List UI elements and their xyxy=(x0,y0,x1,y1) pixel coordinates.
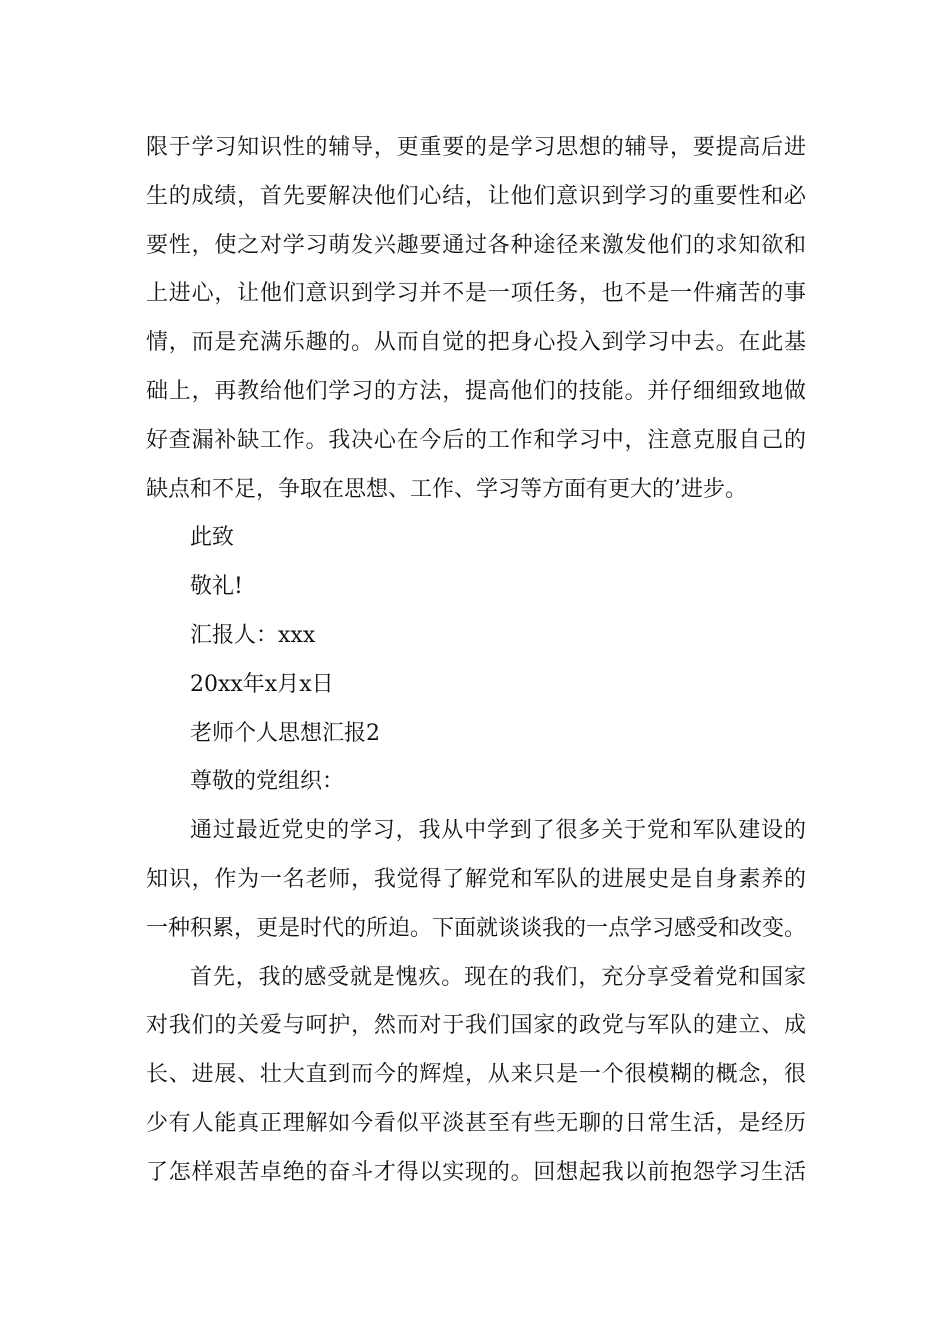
text-line: 通过最近党史的学习，我从中学到了很多关于党和军队建设的 xyxy=(190,818,806,844)
text-line: 了怎样艰苦卓绝的奋斗才得以实现的。回想起我以前抱怨学习生活 xyxy=(146,1159,806,1185)
greeting-line: 尊敬的党组织： xyxy=(190,769,345,795)
text-line: 对我们的关爱与呵护，然而对于我们国家的政党与军队的建立、成 xyxy=(146,1013,806,1039)
text-line: 生的成绩，首先要解决他们心结，让他们意识到学习的重要性和必 xyxy=(146,183,806,209)
text-line: 上进心，让他们意识到学习并不是一项任务，也不是一件痛苦的事 xyxy=(146,281,806,307)
document-body xyxy=(146,124,806,1198)
text-line: 一种积累，更是时代的所迫。下面就谈谈我的一点学习感受和改变。 xyxy=(146,915,807,941)
reporter-line: 汇报人：xxx xyxy=(190,622,316,648)
section-title: 老师个人思想汇报2 xyxy=(190,720,380,746)
text-line: 少有人能真正理解如今看似平淡甚至有些无聊的日常生活，是经历 xyxy=(146,1110,806,1136)
text-line: 缺点和不足，争取在思想、工作、学习等方面有更大的’进步。 xyxy=(146,476,747,502)
closing-salutation: 此致 xyxy=(190,525,235,551)
closing-regards: 敬礼! xyxy=(190,574,243,600)
date-line: 20xx年x月x日 xyxy=(190,671,334,697)
text-line: 限于学习知识性的辅导，更重要的是学习思想的辅导，要提高后进 xyxy=(146,135,806,160)
text-line: 知识，作为一名老师，我觉得了解党和军队的进展史是自身素养的 xyxy=(146,866,806,892)
text-line: 长、进展、壮大直到而今的辉煌，从来只是一个很模糊的概念，很 xyxy=(146,1062,806,1088)
text-line: 情，而是充满乐趣的。从而自觉的把身心投入到学习中去。在此基 xyxy=(146,330,806,356)
text-line: 首先，我的感受就是愧疚。现在的我们，充分享受着党和国家 xyxy=(190,964,806,990)
text-line: 好查漏补缺工作。我决心在今后的工作和学习中，注意克服自己的 xyxy=(146,427,806,453)
text-line: 础上，再教给他们学习的方法，提高他们的技能。并仔细细致地做 xyxy=(146,378,806,404)
text-line: 要性，使之对学习萌发兴趣要通过各种途径来激发他们的求知欲和 xyxy=(146,232,806,258)
